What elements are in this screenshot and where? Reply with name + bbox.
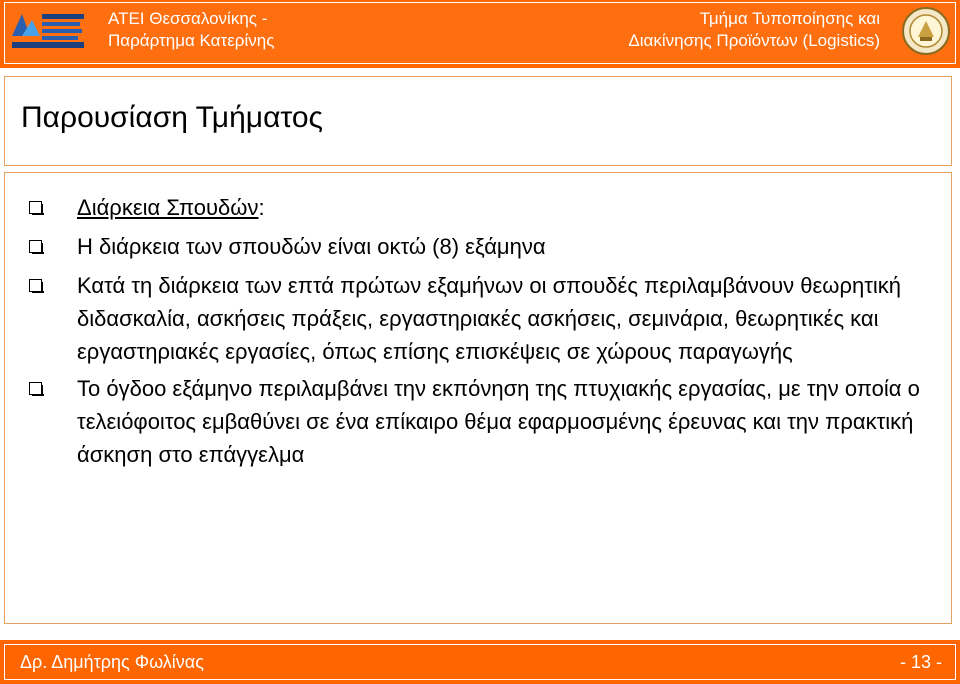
bullet-text: Η διάρκεια των σπουδών είναι οκτώ (8) εξάμηνα (77, 234, 546, 259)
content-box (4, 172, 952, 624)
bullet-list (5, 191, 935, 471)
bullet-item (5, 372, 935, 471)
title-box (4, 76, 952, 166)
slide-title: Παρουσίαση Τμήματος (21, 101, 323, 134)
bullet-heading: Διάρκεια Σπουδών (77, 195, 259, 220)
department-name-line2: Διακίνησης Προϊόντων (Logistics) (628, 31, 880, 50)
institution-name-line1: ΑΤΕΙ Θεσσαλονίκης - (108, 9, 268, 28)
checkbox-bullet-icon (29, 240, 42, 253)
bullet-item (5, 191, 935, 224)
bullet-item (5, 269, 935, 368)
institution-name (108, 8, 274, 52)
institution-name-line2: Παράρτημα Κατερίνης (108, 31, 275, 50)
checkbox-bullet-icon (29, 201, 42, 214)
institution-logo-icon (8, 6, 88, 50)
bullet-text: Κατά τη διάρκεια των επτά πρώτων εξαμήνων οι σπουδές περιλαμβάνουν θεωρητική διδασκαλία, ασκήσεις πράξεις, εργαστηριακές ασκήσεις, σεμινάρια, θεωρητικές και εργαστηριακές εργασίες, όπως επίσης επισκέψεις σε χώρους παραγωγής (77, 273, 902, 364)
checkbox-bullet-icon (29, 279, 42, 292)
bullet-text: Το όγδοο εξάμηνο περιλαμβάνει την εκπόνηση της πτυχιακής εργασίας, με την οποία ο τελειόφοιτος εμβαθύνει σε ένα επίκαιρο θέμα εφαρμοσμένης έρευνας και την πρακτική άσκηση στο επάγγελμα (77, 376, 920, 467)
department-name-line1: Τμήμα Τυποποίησης και (699, 9, 880, 28)
bullet-item (5, 230, 935, 263)
university-seal-icon (902, 7, 950, 55)
bullet-heading-colon: : (258, 195, 265, 220)
author-name: Δρ. Δημήτρης Φωλίνας (20, 652, 204, 672)
header-bar (0, 0, 960, 68)
page-number: - 13 - (899, 652, 942, 672)
department-name (628, 8, 880, 52)
checkbox-bullet-icon (29, 382, 42, 395)
footer-bar (0, 640, 960, 684)
